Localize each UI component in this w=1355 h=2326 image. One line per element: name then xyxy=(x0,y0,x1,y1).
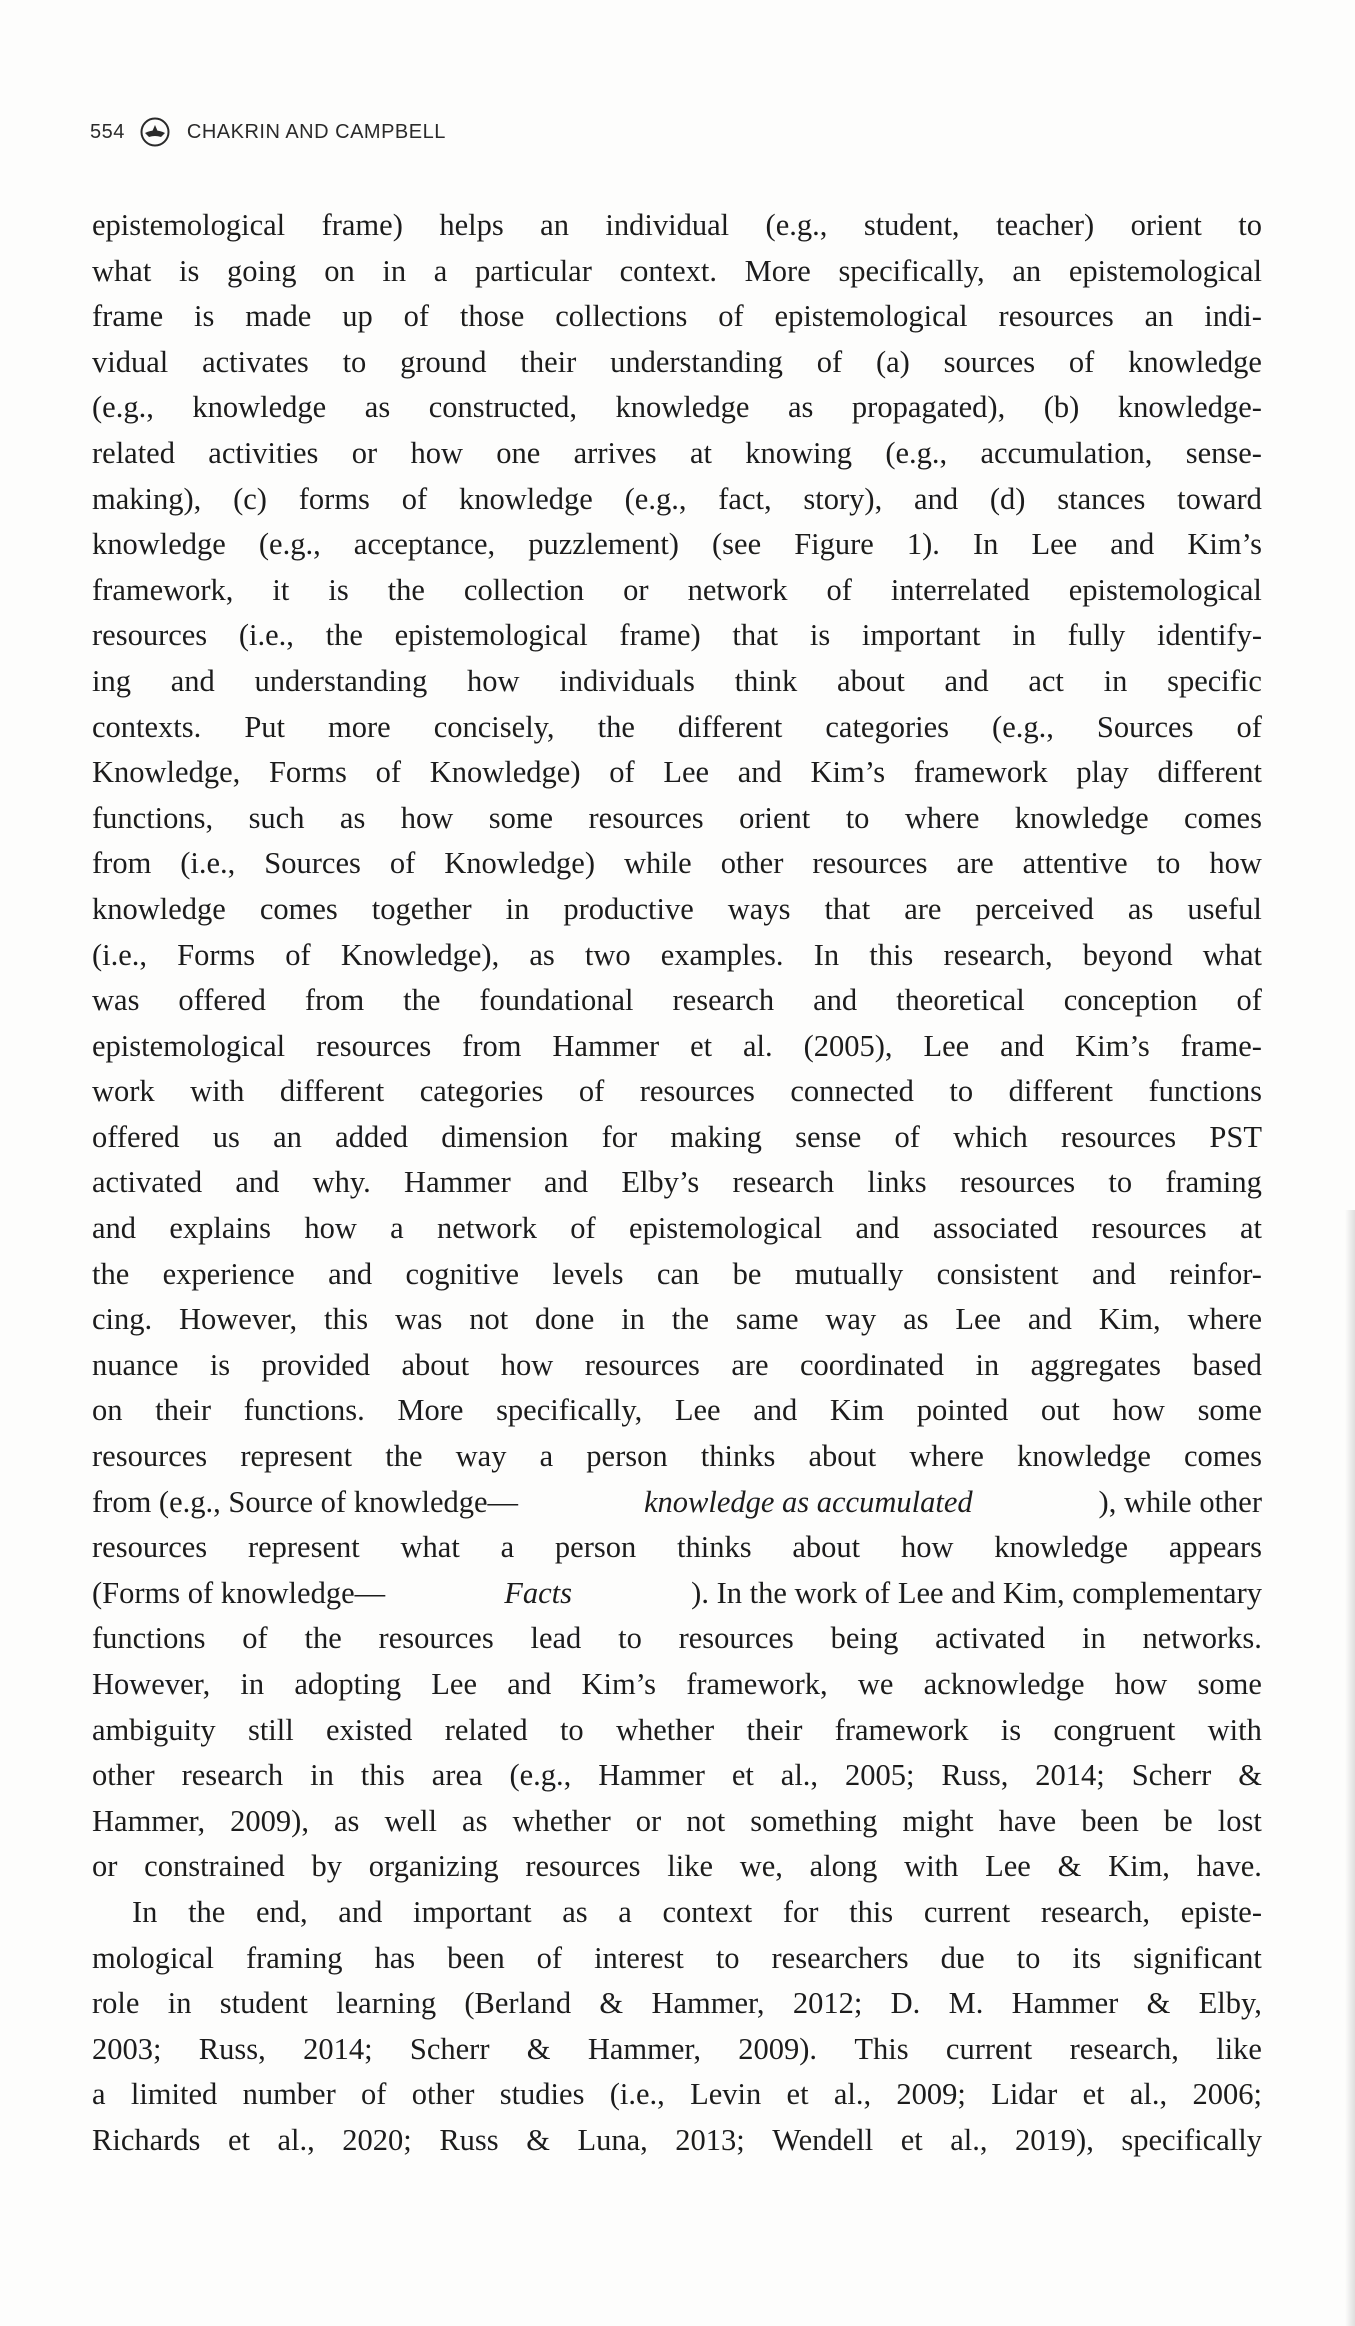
text-line: knowledge (e.g., acceptance, puzzlement) (see Figure 1). In Lee and Kim’s xyxy=(92,527,1262,562)
text-line: role in student learning (Berland & Hammer, 2012; D. M. Hammer & Elby, xyxy=(92,1986,1262,2021)
text-run: (Forms of knowledge— xyxy=(92,1575,386,1610)
text-line-with-italic xyxy=(92,1480,1262,1526)
text-line: (i.e., Forms of Knowledge), as two examples. In this research, beyond what xyxy=(92,937,1262,972)
text-line: ing and understanding how individuals think about and act in specific xyxy=(92,663,1262,698)
text-line: from (i.e., Sources of Knowledge) while other resources are attentive to how xyxy=(92,846,1262,881)
text-run: ), while other xyxy=(1098,1484,1262,1519)
text-line-with-italic xyxy=(92,1571,1262,1617)
text-line: resources (i.e., the epistemological frame) that is important in fully identify- xyxy=(92,618,1262,653)
text-line: related activities or how one arrives at knowing (e.g., accumulation, sense- xyxy=(92,435,1262,470)
text-line: contexts. Put more concisely, the different categories (e.g., Sources of xyxy=(92,709,1262,744)
text-line: resources represent what a person thinks about how knowledge appears xyxy=(92,1530,1262,1565)
text-line: However, in adopting Lee and Kim’s framework, we acknowledge how some xyxy=(92,1667,1262,1701)
italic-term: Facts xyxy=(504,1575,573,1610)
text-line: ambiguity still existed related to whether their framework is congruent with xyxy=(92,1712,1262,1747)
text-line: functions, such as how some resources orient to where knowledge comes xyxy=(92,800,1262,835)
paragraph xyxy=(92,1890,1262,2164)
text-line: frame is made up of those collections of epistemological resources an indi- xyxy=(92,299,1262,334)
text-line: offered us an added dimension for making sense of which resources PST xyxy=(92,1119,1262,1154)
text-line: resources represent the way a person thinks about where knowledge comes xyxy=(92,1439,1262,1474)
publisher-logo-icon xyxy=(139,116,171,148)
text-line: epistemological frame) helps an individual (e.g., student, teacher) orient to xyxy=(92,208,1262,242)
text-line: mological framing has been of interest to researchers due to its significant xyxy=(92,1940,1262,1975)
text-line: the experience and cognitive levels can be mutually consistent and reinfor- xyxy=(92,1256,1262,1291)
text-run: from (e.g., Source of knowledge— xyxy=(92,1484,519,1519)
text-line: 2003; Russ, 2014; Scherr & Hammer, 2009). This current research, like xyxy=(92,2031,1262,2066)
text-line: making), (c) forms of knowledge (e.g., fact, story), and (d) stances toward xyxy=(92,481,1262,516)
page-edge-shadow xyxy=(1345,1210,1355,2326)
text-line: knowledge comes together in productive ways that are perceived as useful xyxy=(92,891,1262,926)
text-line: on their functions. More specifically, Lee and Kim pointed out how some xyxy=(92,1393,1262,1428)
text-line: and explains how a network of epistemological and associated resources at xyxy=(92,1211,1262,1246)
text-line: work with different categories of resources connected to different functions xyxy=(92,1074,1262,1109)
text-line: epistemological resources from Hammer et al. (2005), Lee and Kim’s frame- xyxy=(92,1028,1262,1063)
text-run: ). In the work of Lee and Kim, complementary xyxy=(691,1575,1262,1610)
text-line: vidual activates to ground their understanding of (a) sources of knowledge xyxy=(92,344,1262,379)
running-head-authors: CHAKRIN AND CAMPBELL xyxy=(186,120,446,143)
text-line: other research in this area (e.g., Hammer et al., 2005; Russ, 2014; Scherr & xyxy=(92,1758,1262,1793)
text-line: Richards et al., 2020; Russ & Luna, 2013; Wendell et al., 2019), specifically xyxy=(92,2122,1262,2157)
text-line: functions of the resources lead to resources being activated in networks. xyxy=(92,1621,1262,1656)
paragraph xyxy=(92,203,1262,1890)
text-line: In the end, and important as a context for this current research, episte- xyxy=(132,1894,1262,1929)
text-line: activated and why. Hammer and Elby’s research links resources to framing xyxy=(92,1165,1262,1200)
text-line: was offered from the foundational research and theoretical conception of xyxy=(92,983,1262,1018)
text-line: what is going on in a particular context. More specifically, an epistemological xyxy=(92,253,1262,288)
text-line: Hammer, 2009), as well as whether or not something might have been be lost xyxy=(92,1803,1262,1838)
text-line: nuance is provided about how resources are coordinated in aggregates based xyxy=(92,1347,1262,1382)
text-line: framework, it is the collection or network of interrelated epistemological xyxy=(92,572,1262,607)
running-head xyxy=(90,112,446,152)
article-body xyxy=(92,203,1262,2164)
text-line: cing. However, this was not done in the same way as Lee and Kim, where xyxy=(92,1302,1262,1337)
text-line: Knowledge, Forms of Knowledge) of Lee and Kim’s framework play different xyxy=(92,755,1262,790)
text-line: a limited number of other studies (i.e., Levin et al., 2009; Lidar et al., 2006; xyxy=(92,2077,1262,2112)
page-number: 554 xyxy=(90,120,125,143)
text-line: or constrained by organizing resources like we, along with Lee & Kim, have. xyxy=(92,1849,1262,1884)
italic-term: knowledge as accumulated xyxy=(643,1484,973,1519)
text-line: (e.g., knowledge as constructed, knowledge as propagated), (b) knowledge- xyxy=(92,390,1262,425)
